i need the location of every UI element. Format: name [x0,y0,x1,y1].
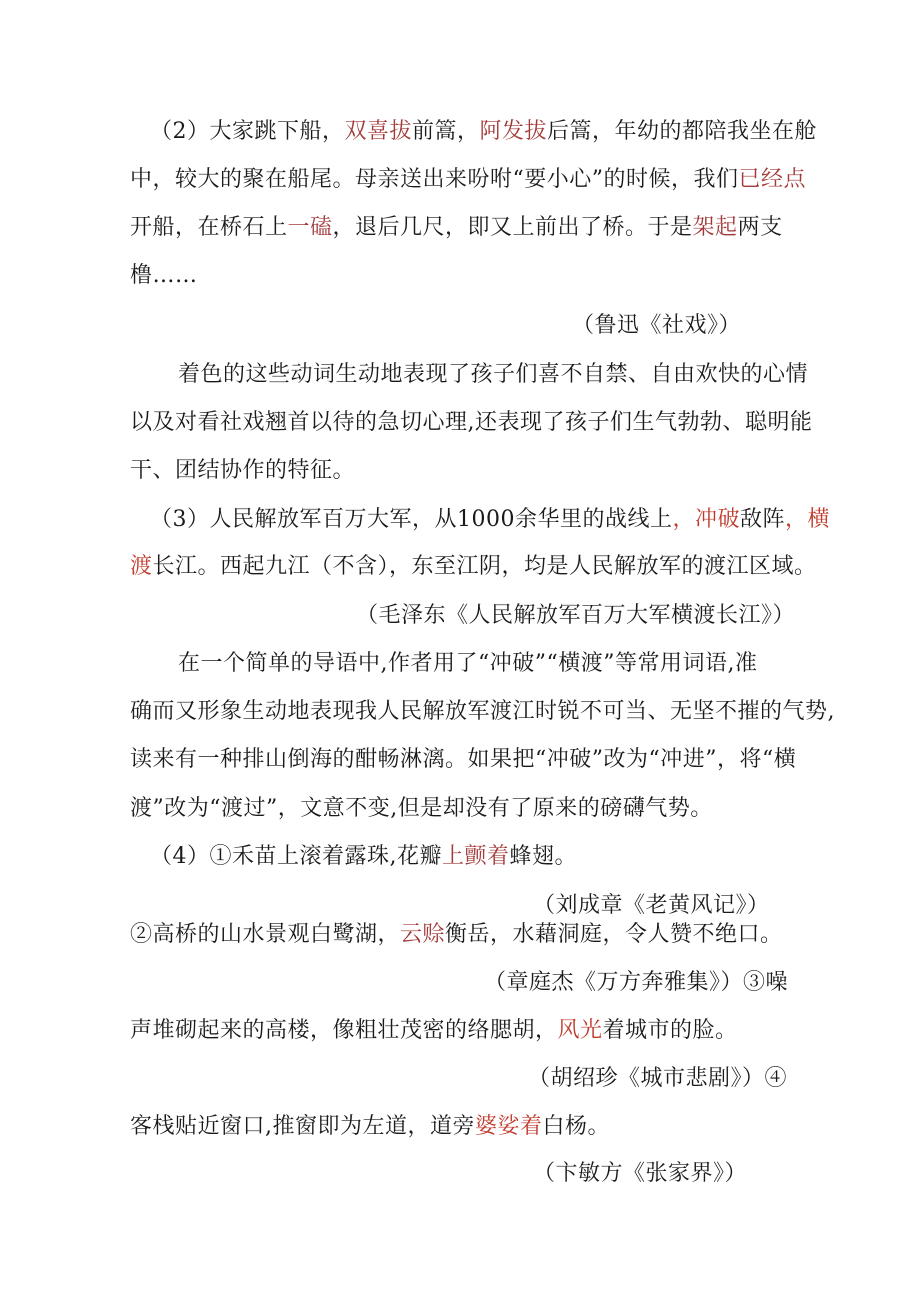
text-line [130,552,817,582]
text-line [130,213,783,243]
text-line [130,745,796,775]
highlighted-verb: 云赊 [400,922,446,947]
text-span: 渡”改为“渡过”，文意不变,但是却没有了原来的磅礴气势。 [130,796,713,821]
text-line [150,505,830,535]
text-span: （章庭杰《万方奔雅集》）③噪 [484,970,789,995]
citation [572,311,741,341]
text-span: （卞敏方《张家界》） [533,1161,748,1186]
highlighted-verb: 双喜拔 [344,119,413,144]
text-span: 以及对看社戏翘首以待的急切心理,还表现了孩子们生气勃勃、聪明能 [130,410,813,435]
highlighted-verb: 一磕 [287,215,333,240]
text-line [130,920,783,950]
text-line [130,261,198,291]
highlighted-verb: 阿发拔 [479,119,548,144]
text-line [130,1112,610,1142]
text-line [150,117,817,147]
text-span: 声堆砌起来的高楼，像粗壮茂密的络腮胡， [130,1018,558,1043]
text-span: 衡岳，水藉洞庭，令人赞不绝口。 [445,922,783,947]
text-span: 客栈贴近窗口,推窗即为左道，道旁 [130,1114,475,1139]
text-span: 两支 [737,215,783,240]
text-span: 橹…… [130,263,198,288]
text-span: （3）人民解放军百万大军，从1000余华里的战线上 [150,507,673,532]
highlighted-verb: 架起 [692,215,738,240]
highlighted-verb: 婆娑着 [475,1114,543,1139]
highlighted-verb: 渡 [130,554,153,579]
highlighted-verb: ，横 [785,507,831,532]
text-line [150,842,577,872]
text-span: （胡绍珍《城市悲剧》）④ [528,1066,788,1091]
text-span: 敌阵 [740,507,786,532]
text-line [178,360,808,390]
text-line [130,794,713,824]
text-span: 白杨。 [542,1114,611,1139]
text-span: 前篙， [412,119,480,144]
citation [533,1159,747,1189]
text-span: 确而又形象生动地表现我人民解放军渡江时锐不可当、无坚不摧的气势, [130,699,835,724]
text-line [130,165,806,195]
text-span: 长江。西起九江（不含），东至江阴，均是人民解放军的渡江区域。 [152,554,817,579]
text-span: 着色的这些动词生动地表现了孩子们喜不自禁、自由欢快的心情 [178,362,809,387]
citation [533,891,770,921]
text-span: 着城市的脸。 [602,1018,738,1043]
text-span: 干、团结协作的特征。 [130,458,356,483]
text-line [130,1016,738,1046]
text-span: 开船，在桥石上 [130,215,288,240]
text-span: （2）大家跳下船， [150,119,345,144]
text-span: 中，较大的聚在船尾。母亲送出来吩咐“要小心”的时候，我们 [130,167,739,192]
text-span: （刘成章《老黄风记》） [533,893,770,918]
text-span: 蜂翅。 [509,844,578,869]
text-line [130,408,813,438]
highlighted-verb: 上颤着 [442,844,510,869]
text-span: ，退后几尺，即又上前出了桥。于是 [332,215,693,240]
text-span: 后篙，年幼的都陪我坐在舱 [547,119,818,144]
text-span: 在一个简单的导语中,作者用了“冲破”“横渡”等常用词语,准 [178,651,758,676]
highlighted-verb: ，冲破 [672,507,741,532]
text-span: ②高桥的山水景观白鹭湖， [130,922,401,947]
text-span: （毛泽东《人民解放军百万大军横渡长江》） [356,603,796,628]
citation [528,1064,787,1094]
text-span: （鲁迅《社戏》） [572,313,742,338]
citation [356,601,795,631]
citation [484,968,788,998]
text-line [130,697,835,727]
text-span: 读来有一种排山倒海的酣畅淋漓。如果把“冲破”改为“冲进”，将“横 [130,747,797,772]
text-span: （4）①禾苗上滚着露珠,花瓣 [150,844,442,869]
text-line [178,649,757,679]
highlighted-verb: 风光 [557,1018,603,1043]
highlighted-verb: 已经点 [738,167,807,192]
text-line [130,456,355,486]
